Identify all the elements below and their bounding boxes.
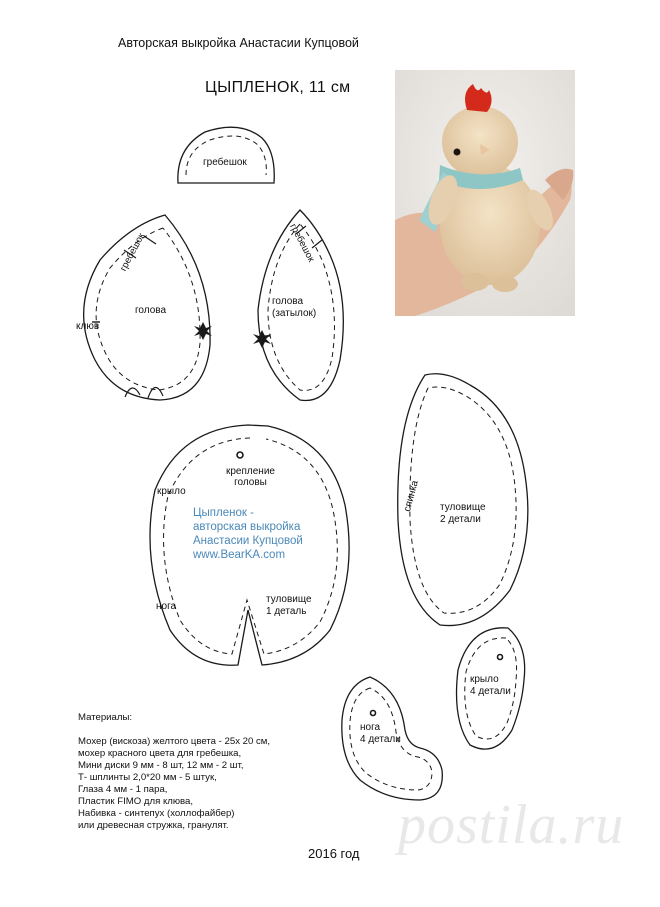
postila-logo: postila.ru (398, 794, 625, 856)
wing-label: крыло 4 детали (470, 674, 511, 697)
materials-list: Материалы: Мохер (вискоза) желтого цвета - 25х 20 см, мохер красного цвета для гребешка, Мини диски 9 мм - 8 шт, 12 мм - 2 шт, Т- шплинты 2,0*20 мм - 5 штук, Глаза 4 мм - 1 пара, Пластик FIMO для клюва, Набивка - синтепух (холлофайбер) или древесная стружка, гранулят. (78, 712, 271, 831)
head-right-comb-mark: гребешок (287, 222, 317, 264)
watermark-text: Цыпленок - авторская выкройка Анастасии Купцовой www.BearKA.com (193, 507, 303, 561)
eye-position-marker-right (253, 330, 271, 348)
head-joint-marker (237, 452, 243, 458)
beak-mark: клюв (76, 321, 100, 332)
leg-mark: нога (156, 601, 177, 612)
leg-label: нога 4 детали (360, 722, 401, 745)
comb-label: гребешок (203, 157, 247, 168)
body-side-piece (398, 374, 528, 626)
body-side-label: туловище 2 детали (440, 502, 486, 525)
author-header: Авторская выкройка Анастасии Купцовой (118, 36, 359, 50)
wing-mark: крыло (157, 486, 186, 497)
page-title: ЦЫПЛЕНОК, 11 см (205, 79, 351, 96)
leg-joint-marker (371, 711, 376, 716)
head-left-label: голова (135, 305, 167, 316)
head-left-comb-mark: гребешок (118, 231, 148, 274)
year-label: 2016 год (308, 846, 360, 861)
back-mark: спинка (402, 479, 421, 513)
body-round-label: туловище 1 деталь (266, 594, 312, 617)
head-right-label: голова (затылок) (272, 296, 317, 319)
head-mount-label: крепление головы (226, 466, 275, 488)
comb-piece (178, 127, 274, 183)
wing-joint-marker (498, 655, 503, 660)
materials-title: Материалы: (78, 712, 133, 723)
